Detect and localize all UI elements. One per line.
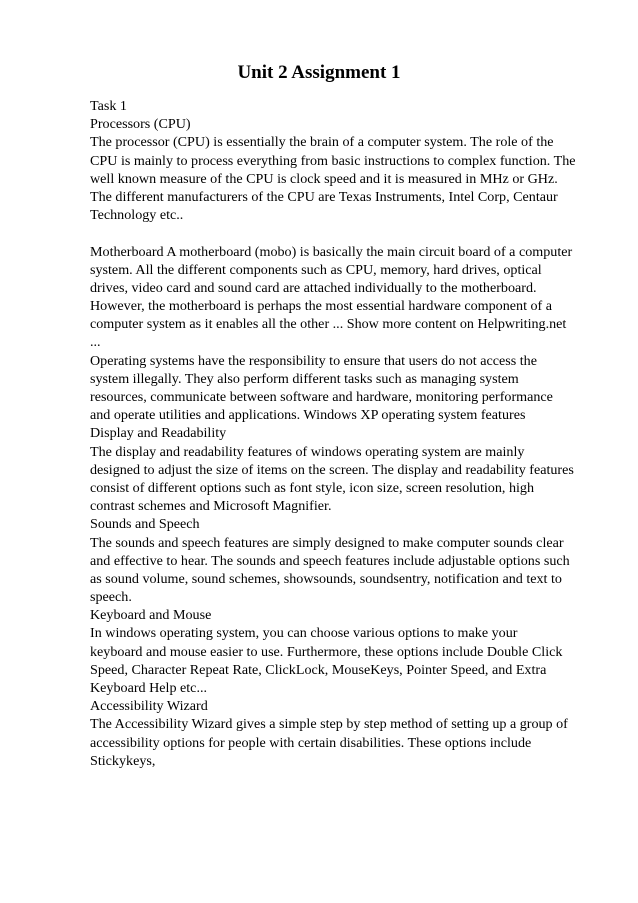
text-line: Accessibility Wizard <box>90 698 208 715</box>
text-line: speech. <box>90 589 132 606</box>
text-line: The different manufacturers of the CPU are Texas Instruments, Intel Corp, Centaur <box>90 188 558 205</box>
text-line: Display and Readability <box>90 425 227 442</box>
text-line: keyboard and mouse easier to use. Furthermore, these options include Double Click <box>90 643 563 660</box>
text-line: ... <box>90 334 101 351</box>
text-line: Technology etc.. <box>90 207 184 224</box>
text-line: Operating systems have the responsibility to ensure that users do not access the <box>90 352 537 369</box>
text-line: system. All the different components such as CPU, memory, hard drives, optical <box>90 261 542 278</box>
text-line: Task 1 <box>90 98 127 114</box>
text-line: The Accessibility Wizard gives a simple step by step method of setting up a group of <box>90 716 568 733</box>
text-line: Stickykeys, <box>90 752 156 769</box>
text-line: accessibility options for people with certain disabilities. These options include <box>90 734 532 751</box>
text-line: The sounds and speech features are simply designed to make computer sounds clear <box>90 534 564 551</box>
text-line: CPU is mainly to process everything from basic instructions to complex function. The <box>90 152 576 169</box>
text-line: resources, communicate between software and hardware, monitoring performance <box>90 389 553 405</box>
text-line: Processors (CPU) <box>90 116 191 133</box>
text-line: Sounds and Speech <box>90 516 200 533</box>
text-line: computer system as it enables all the other ... Show more content on Helpwriting.net <box>90 316 567 333</box>
text-line: Motherboard A motherboard (mobo) is basically the main circuit board of a computer <box>90 243 573 260</box>
text-line: and operate utilities and applications. Windows XP operating system features <box>90 407 526 424</box>
text-line: Keyboard and Mouse <box>90 607 212 624</box>
document-title: Unit 2 Assignment 1 <box>237 62 401 83</box>
text-line: The display and readability features of windows operating system are mainly <box>90 443 525 460</box>
text-line: as sound volume, sound schemes, showsounds, soundsentry, notification and text to <box>90 570 562 587</box>
text-line: The processor (CPU) is essentially the brain of a computer system. The role of the <box>90 134 554 151</box>
text-line: Speed, Character Repeat Rate, ClickLock, MouseKeys, Pointer Speed, and Extra <box>90 661 547 678</box>
blank-line <box>90 224 600 242</box>
text-line: system illegally. They also perform different tasks such as managing system <box>90 370 519 387</box>
text-line: However, the motherboard is perhaps the most essential hardware component of a <box>90 298 553 315</box>
text-line: and effective to hear. The sounds and speech features include adjustable options such <box>90 552 570 569</box>
text-line: drives, video card and sound card are attached individually to the motherboard. <box>90 279 537 296</box>
text-line: contrast schemes and Microsoft Magnifier. <box>90 498 332 515</box>
document-body <box>90 97 600 770</box>
text-line: well known measure of the CPU is clock speed and it is measured in MHz or GHz. <box>90 170 558 187</box>
text-line: designed to adjust the size of items on the screen. The display and readability features <box>90 461 574 478</box>
text-line: Keyboard Help etc... <box>90 680 208 696</box>
text-line: consist of different options such as font style, icon size, screen resolution, high <box>90 479 534 496</box>
text-line: In windows operating system, you can choose various options to make your <box>90 625 518 642</box>
